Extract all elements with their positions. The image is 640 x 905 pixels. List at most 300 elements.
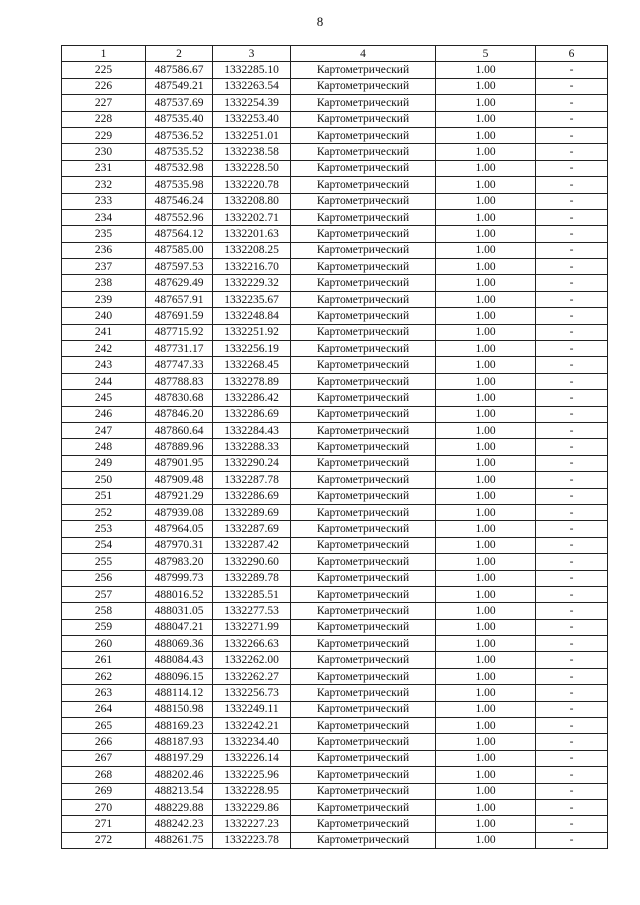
cell-method: Картометрический [291,406,436,422]
table-row [62,439,608,455]
cell-point-number: 271 [62,816,146,832]
cell-coordinate-y: 1332290.24 [213,455,291,471]
cell-point-number: 257 [62,586,146,602]
cell-note: - [536,586,608,602]
table-row [62,78,608,94]
cell-accuracy: 1.00 [436,439,536,455]
cell-accuracy: 1.00 [436,357,536,373]
table-body [62,62,608,849]
cell-coordinate-y: 1332286.69 [213,488,291,504]
cell-coordinate-x: 487830.68 [146,390,213,406]
table-row [62,488,608,504]
cell-accuracy: 1.00 [436,390,536,406]
cell-method: Картометрический [291,472,436,488]
cell-coordinate-y: 1332242.21 [213,718,291,734]
cell-coordinate-x: 487909.48 [146,472,213,488]
cell-coordinate-x: 487597.53 [146,259,213,275]
cell-point-number: 272 [62,832,146,848]
cell-accuracy: 1.00 [436,177,536,193]
cell-accuracy: 1.00 [436,816,536,832]
cell-method: Картометрический [291,734,436,750]
cell-method: Картометрический [291,554,436,570]
table-row [62,767,608,783]
cell-method: Картометрический [291,619,436,635]
cell-note: - [536,226,608,242]
cell-method: Картометрический [291,193,436,209]
cell-coordinate-x: 488213.54 [146,783,213,799]
cell-coordinate-x: 487889.96 [146,439,213,455]
cell-note: - [536,832,608,848]
cell-point-number: 245 [62,390,146,406]
cell-coordinate-x: 488169.23 [146,718,213,734]
cell-note: - [536,127,608,143]
table-row [62,750,608,766]
cell-method: Картометрический [291,177,436,193]
cell-accuracy: 1.00 [436,718,536,734]
cell-accuracy: 1.00 [436,586,536,602]
cell-coordinate-x: 487552.96 [146,209,213,225]
cell-accuracy: 1.00 [436,652,536,668]
column-header-2: 2 [146,46,213,62]
cell-accuracy: 1.00 [436,767,536,783]
cell-coordinate-y: 1332225.96 [213,767,291,783]
cell-point-number: 233 [62,193,146,209]
cell-method: Картометрический [291,95,436,111]
cell-point-number: 237 [62,259,146,275]
cell-coordinate-y: 1332251.92 [213,324,291,340]
cell-coordinate-y: 1332201.63 [213,226,291,242]
cell-method: Картометрический [291,816,436,832]
cell-method: Картометрический [291,799,436,815]
cell-method: Картометрический [291,832,436,848]
cell-coordinate-x: 487939.08 [146,504,213,520]
cell-method: Картометрический [291,636,436,652]
cell-note: - [536,570,608,586]
table-row [62,668,608,684]
cell-point-number: 228 [62,111,146,127]
cell-point-number: 242 [62,341,146,357]
cell-point-number: 240 [62,308,146,324]
cell-method: Картометрический [291,62,436,78]
table-row [62,308,608,324]
table-row [62,177,608,193]
cell-coordinate-y: 1332208.25 [213,242,291,258]
table-row [62,275,608,291]
cell-coordinate-y: 1332268.45 [213,357,291,373]
cell-coordinate-y: 1332248.84 [213,308,291,324]
table-header [62,46,608,62]
table-row [62,226,608,242]
cell-accuracy: 1.00 [436,160,536,176]
cell-point-number: 244 [62,373,146,389]
cell-coordinate-x: 488069.36 [146,636,213,652]
cell-method: Картометрический [291,504,436,520]
cell-point-number: 265 [62,718,146,734]
cell-accuracy: 1.00 [436,373,536,389]
cell-method: Картометрический [291,488,436,504]
cell-note: - [536,95,608,111]
cell-note: - [536,504,608,520]
table-row [62,242,608,258]
cell-coordinate-y: 1332220.78 [213,177,291,193]
page-number: 8 [316,14,324,29]
cell-coordinate-x: 488031.05 [146,603,213,619]
table-row [62,62,608,78]
cell-coordinate-x: 488016.52 [146,586,213,602]
cell-coordinate-x: 488242.23 [146,816,213,832]
cell-note: - [536,111,608,127]
cell-note: - [536,455,608,471]
cell-coordinate-y: 1332287.42 [213,537,291,553]
cell-coordinate-y: 1332254.39 [213,95,291,111]
cell-accuracy: 1.00 [436,127,536,143]
cell-accuracy: 1.00 [436,209,536,225]
cell-point-number: 269 [62,783,146,799]
table-row [62,357,608,373]
cell-coordinate-y: 1332228.50 [213,160,291,176]
cell-method: Картометрический [291,718,436,734]
cell-note: - [536,685,608,701]
cell-method: Картометрический [291,439,436,455]
cell-method: Картометрический [291,111,436,127]
cell-coordinate-y: 1332216.70 [213,259,291,275]
cell-accuracy: 1.00 [436,259,536,275]
cell-note: - [536,767,608,783]
cell-note: - [536,619,608,635]
cell-method: Картометрический [291,685,436,701]
cell-coordinate-y: 1332262.27 [213,668,291,684]
cell-note: - [536,636,608,652]
cell-accuracy: 1.00 [436,521,536,537]
table-row [62,209,608,225]
cell-point-number: 267 [62,750,146,766]
cell-point-number: 238 [62,275,146,291]
cell-coordinate-x: 488047.21 [146,619,213,635]
cell-point-number: 262 [62,668,146,684]
cell-note: - [536,488,608,504]
cell-accuracy: 1.00 [436,570,536,586]
cell-coordinate-x: 488084.43 [146,652,213,668]
cell-method: Картометрический [291,652,436,668]
table-row [62,816,608,832]
table-row [62,685,608,701]
cell-coordinate-x: 487535.40 [146,111,213,127]
table-row [62,734,608,750]
table-row [62,455,608,471]
cell-coordinate-x: 487860.64 [146,422,213,438]
cell-accuracy: 1.00 [436,799,536,815]
cell-coordinate-x: 487536.52 [146,127,213,143]
cell-point-number: 230 [62,144,146,160]
cell-point-number: 246 [62,406,146,422]
cell-point-number: 229 [62,127,146,143]
cell-coordinate-y: 1332290.60 [213,554,291,570]
cell-note: - [536,373,608,389]
cell-point-number: 258 [62,603,146,619]
cell-accuracy: 1.00 [436,783,536,799]
cell-method: Картометрический [291,701,436,717]
cell-point-number: 264 [62,701,146,717]
table-row [62,160,608,176]
table-row [62,259,608,275]
column-header-5: 5 [436,46,536,62]
cell-accuracy: 1.00 [436,275,536,291]
cell-accuracy: 1.00 [436,422,536,438]
table-row [62,95,608,111]
cell-coordinate-x: 487715.92 [146,324,213,340]
cell-method: Картометрический [291,341,436,357]
cell-method: Картометрический [291,455,436,471]
cell-note: - [536,554,608,570]
cell-coordinate-y: 1332288.33 [213,439,291,455]
cell-coordinate-x: 488150.98 [146,701,213,717]
cell-coordinate-y: 1332289.69 [213,504,291,520]
table-row [62,341,608,357]
cell-point-number: 248 [62,439,146,455]
cell-coordinate-x: 487564.12 [146,226,213,242]
cell-coordinate-x: 488114.12 [146,685,213,701]
cell-note: - [536,750,608,766]
cell-coordinate-x: 488197.29 [146,750,213,766]
table-row [62,111,608,127]
cell-coordinate-y: 1332249.11 [213,701,291,717]
cell-coordinate-y: 1332226.14 [213,750,291,766]
cell-accuracy: 1.00 [436,62,536,78]
cell-coordinate-y: 1332251.01 [213,127,291,143]
table-row [62,406,608,422]
cell-accuracy: 1.00 [436,341,536,357]
cell-accuracy: 1.00 [436,636,536,652]
header-row [62,46,608,62]
cell-accuracy: 1.00 [436,111,536,127]
cell-point-number: 236 [62,242,146,258]
cell-coordinate-y: 1332285.10 [213,62,291,78]
table-row [62,144,608,160]
cell-point-number: 232 [62,177,146,193]
cell-coordinate-x: 487970.31 [146,537,213,553]
cell-point-number: 243 [62,357,146,373]
table-row [62,537,608,553]
cell-coordinate-y: 1332238.58 [213,144,291,160]
cell-point-number: 266 [62,734,146,750]
cell-coordinate-y: 1332266.63 [213,636,291,652]
cell-accuracy: 1.00 [436,554,536,570]
cell-method: Картометрический [291,390,436,406]
cell-coordinate-y: 1332287.78 [213,472,291,488]
table-row [62,373,608,389]
cell-method: Картометрический [291,750,436,766]
cell-note: - [536,341,608,357]
cell-method: Картометрический [291,767,436,783]
cell-point-number: 247 [62,422,146,438]
cell-method: Картометрический [291,570,436,586]
cell-note: - [536,422,608,438]
cell-method: Картометрический [291,308,436,324]
table-row [62,701,608,717]
cell-accuracy: 1.00 [436,619,536,635]
cell-note: - [536,521,608,537]
table-row [62,554,608,570]
cell-note: - [536,62,608,78]
cell-note: - [536,308,608,324]
table-row [62,193,608,209]
cell-point-number: 253 [62,521,146,537]
table-row [62,718,608,734]
cell-point-number: 261 [62,652,146,668]
table-row [62,570,608,586]
cell-point-number: 249 [62,455,146,471]
table-row [62,127,608,143]
cell-point-number: 250 [62,472,146,488]
cell-coordinate-x: 487846.20 [146,406,213,422]
cell-point-number: 239 [62,291,146,307]
cell-note: - [536,783,608,799]
cell-coordinate-x: 488202.46 [146,767,213,783]
cell-accuracy: 1.00 [436,537,536,553]
cell-accuracy: 1.00 [436,95,536,111]
cell-coordinate-y: 1332229.86 [213,799,291,815]
cell-note: - [536,291,608,307]
cell-coordinate-y: 1332256.73 [213,685,291,701]
table-row [62,652,608,668]
cell-coordinate-x: 487747.33 [146,357,213,373]
cell-note: - [536,439,608,455]
cell-note: - [536,718,608,734]
cell-accuracy: 1.00 [436,242,536,258]
cell-coordinate-y: 1332208.80 [213,193,291,209]
cell-note: - [536,144,608,160]
cell-note: - [536,816,608,832]
cell-coordinate-y: 1332234.40 [213,734,291,750]
cell-coordinate-y: 1332285.51 [213,586,291,602]
table-row [62,832,608,848]
cell-note: - [536,603,608,619]
cell-point-number: 268 [62,767,146,783]
coordinates-table [61,45,608,849]
cell-coordinate-x: 488187.93 [146,734,213,750]
cell-accuracy: 1.00 [436,472,536,488]
table-row [62,619,608,635]
cell-point-number: 235 [62,226,146,242]
table-row [62,521,608,537]
cell-accuracy: 1.00 [436,291,536,307]
cell-point-number: 260 [62,636,146,652]
cell-accuracy: 1.00 [436,734,536,750]
cell-note: - [536,259,608,275]
cell-accuracy: 1.00 [436,406,536,422]
cell-method: Картометрический [291,160,436,176]
cell-note: - [536,275,608,291]
cell-coordinate-y: 1332228.95 [213,783,291,799]
cell-coordinate-x: 487549.21 [146,78,213,94]
cell-method: Картометрический [291,275,436,291]
cell-coordinate-y: 1332286.69 [213,406,291,422]
cell-method: Картометрический [291,422,436,438]
cell-accuracy: 1.00 [436,685,536,701]
cell-point-number: 256 [62,570,146,586]
cell-method: Картометрический [291,242,436,258]
cell-coordinate-x: 487585.00 [146,242,213,258]
cell-point-number: 270 [62,799,146,815]
cell-accuracy: 1.00 [436,144,536,160]
cell-accuracy: 1.00 [436,668,536,684]
cell-coordinate-y: 1332202.71 [213,209,291,225]
cell-coordinate-x: 487532.98 [146,160,213,176]
column-header-4: 4 [291,46,436,62]
cell-method: Картометрический [291,537,436,553]
cell-coordinate-x: 487657.91 [146,291,213,307]
cell-method: Картометрический [291,373,436,389]
table-row [62,291,608,307]
cell-coordinate-y: 1332229.32 [213,275,291,291]
cell-coordinate-x: 487964.05 [146,521,213,537]
cell-coordinate-y: 1332253.40 [213,111,291,127]
cell-note: - [536,668,608,684]
cell-coordinate-y: 1332227.23 [213,816,291,832]
cell-coordinate-x: 487535.98 [146,177,213,193]
cell-point-number: 231 [62,160,146,176]
cell-method: Картометрический [291,78,436,94]
cell-coordinate-y: 1332289.78 [213,570,291,586]
table-row [62,324,608,340]
table-row [62,472,608,488]
cell-coordinate-x: 488096.15 [146,668,213,684]
cell-coordinate-y: 1332287.69 [213,521,291,537]
cell-coordinate-x: 487788.83 [146,373,213,389]
cell-note: - [536,652,608,668]
cell-accuracy: 1.00 [436,832,536,848]
cell-point-number: 226 [62,78,146,94]
cell-coordinate-x: 487586.67 [146,62,213,78]
cell-method: Картометрический [291,603,436,619]
cell-note: - [536,734,608,750]
cell-note: - [536,537,608,553]
cell-method: Картометрический [291,291,436,307]
cell-point-number: 255 [62,554,146,570]
table-row [62,636,608,652]
cell-accuracy: 1.00 [436,750,536,766]
cell-note: - [536,406,608,422]
cell-coordinate-y: 1332286.42 [213,390,291,406]
cell-point-number: 241 [62,324,146,340]
cell-point-number: 227 [62,95,146,111]
cell-coordinate-x: 488229.88 [146,799,213,815]
cell-method: Картометрический [291,668,436,684]
table-row [62,783,608,799]
cell-accuracy: 1.00 [436,488,536,504]
cell-point-number: 225 [62,62,146,78]
cell-coordinate-x: 487629.49 [146,275,213,291]
cell-accuracy: 1.00 [436,701,536,717]
cell-note: - [536,242,608,258]
cell-coordinate-y: 1332223.78 [213,832,291,848]
cell-method: Картометрический [291,783,436,799]
cell-note: - [536,177,608,193]
cell-note: - [536,78,608,94]
cell-note: - [536,357,608,373]
cell-note: - [536,160,608,176]
cell-coordinate-x: 487691.59 [146,308,213,324]
cell-method: Картометрический [291,586,436,602]
cell-note: - [536,390,608,406]
cell-point-number: 252 [62,504,146,520]
cell-point-number: 251 [62,488,146,504]
cell-point-number: 259 [62,619,146,635]
table-row [62,586,608,602]
cell-point-number: 234 [62,209,146,225]
table-row [62,390,608,406]
cell-coordinate-y: 1332256.19 [213,341,291,357]
